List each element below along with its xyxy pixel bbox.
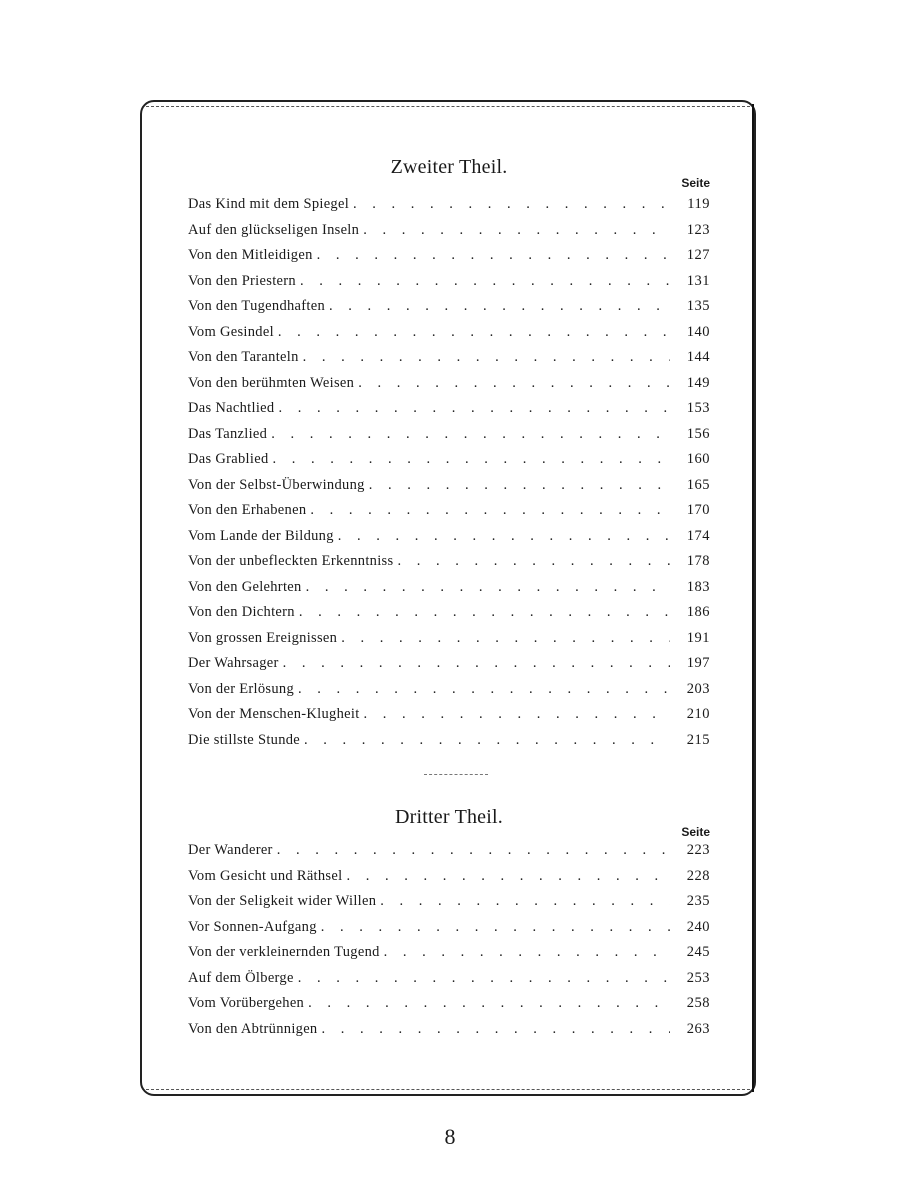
toc-entry-title: Das Nachtlied [188,400,275,416]
toc-entry-title: Vom Gesindel [188,323,274,340]
toc-entry[interactable] [188,600,710,626]
toc-entry-title: Von den Tugendhaften [188,298,326,314]
toc-entry-page: 240 [686,918,710,935]
toc-entry-page: 131 [686,272,710,289]
leader-dots [310,498,670,524]
toc-entry[interactable] [188,243,710,269]
leader-dots [298,677,670,703]
toc-entry[interactable] [188,966,710,992]
leader-dots [338,524,670,550]
toc-entry[interactable] [188,991,710,1017]
leader-dots [300,269,670,295]
toc-entry-title: Von der Menschen-Klugheit [188,706,360,722]
toc-entry[interactable] [188,1017,710,1043]
toc-entry-page: 203 [686,680,710,697]
toc-entry[interactable] [188,838,710,864]
section-separator [424,774,488,775]
leader-dots [304,728,670,754]
toc-entry-title: Von den Gelehrten [188,578,302,595]
toc-entry-page: 210 [686,706,710,722]
toc-entry-title: Vom Lande der Bildung [188,527,334,544]
page-frame-right-rule [752,104,754,1092]
toc-entry[interactable] [188,447,710,473]
section-title-dritter-theil: Dritter Theil. [395,806,503,828]
toc-entry[interactable] [188,371,710,397]
leader-dots [346,864,670,890]
toc-entry-page: 223 [686,842,710,858]
toc-entry[interactable] [188,524,710,550]
toc-entry-page: 127 [686,247,710,263]
toc-list-zweiter-theil [188,192,710,753]
toc-entry-page: 170 [686,502,710,518]
toc-entry[interactable] [188,889,710,915]
leader-dots [277,838,670,864]
toc-entry-page: 123 [686,221,710,238]
section-title-zweiter-theil: Zweiter Theil. [390,156,508,178]
toc-entry-page: 153 [686,400,710,416]
toc-entry-title: Von der unbefleckten Erkenntniss [188,553,394,569]
leader-dots [353,192,670,218]
leader-dots [306,575,670,601]
toc-entry[interactable] [188,320,710,346]
toc-entry[interactable] [188,940,710,966]
toc-entry-title: Vom Vorübergehen [188,995,305,1011]
toc-entry[interactable] [188,269,710,295]
toc-entry-title: Von den Erhabenen [188,502,307,518]
toc-entry-page: 149 [686,374,710,391]
toc-entry-title: Von den berühmten Weisen [188,374,355,391]
toc-entry-title: Der Wahrsager [188,655,279,671]
leader-dots [308,991,670,1017]
leader-dots [321,915,670,941]
toc-entry-page: 165 [686,476,710,493]
toc-entry-page: 119 [687,196,710,212]
leader-dots [321,1017,670,1043]
leader-dots [278,320,670,346]
leader-dots [278,396,670,422]
leader-dots [271,422,670,448]
toc-entry-title: Von der Seligkeit wider Willen [188,893,377,909]
toc-entry-page: 186 [686,604,710,620]
toc-entry-page: 215 [686,731,710,748]
toc-entry-page: 258 [686,995,710,1011]
toc-entry-page: 253 [686,969,710,986]
leader-dots [298,966,670,992]
toc-entry-page: 183 [686,578,710,595]
toc-entry[interactable] [188,702,710,728]
toc-entry-title: Auf dem Ölberge [188,969,294,986]
toc-entry-page: 156 [686,425,710,442]
toc-entry-title: Von den Priestern [188,272,296,289]
toc-entry-page: 160 [686,451,710,467]
toc-entry-title: Das Kind mit dem Spiegel [188,196,350,212]
toc-entry[interactable] [188,498,710,524]
leader-dots [273,447,670,473]
toc-entry[interactable] [188,345,710,371]
toc-entry-title: Die stillste Stunde [188,731,301,748]
toc-entry[interactable] [188,575,710,601]
toc-entry-page: 144 [686,349,710,365]
toc-entry-page: 178 [686,553,710,569]
leader-dots [363,218,670,244]
leader-dots [341,626,670,652]
toc-entry-page: 191 [686,629,710,646]
toc-entry[interactable] [188,549,710,575]
toc-entry-title: Vom Gesicht und Räthsel [188,867,343,884]
toc-entry[interactable] [188,192,710,218]
toc-entry[interactable] [188,677,710,703]
toc-entry[interactable] [188,473,710,499]
page-number: 8 [444,1124,456,1149]
toc-entry-title: Von der Selbst-Überwindung [188,476,365,493]
leader-dots [384,940,670,966]
leader-dots [317,243,670,269]
toc-entry-title: Der Wanderer [188,842,273,858]
toc-entry[interactable] [188,651,710,677]
toc-entry-page: 135 [686,298,710,314]
toc-list-dritter-theil [188,838,710,1042]
leader-dots [358,371,670,397]
toc-entry[interactable] [188,422,710,448]
toc-entry-title: Auf den glückseligen Inseln [188,221,360,238]
leader-dots [329,294,670,320]
toc-entry-title: Das Grablied [188,451,269,467]
toc-entry-page: 174 [686,527,710,544]
toc-entry-page: 140 [686,323,710,340]
toc-entry[interactable] [188,218,710,244]
toc-entry[interactable] [188,294,710,320]
toc-entry-title: Das Tanzlied [188,425,268,442]
toc-entry[interactable] [188,864,710,890]
toc-entry-page: 197 [686,655,710,671]
toc-entry-title: Von den Mitleidigen [188,247,313,263]
toc-entry-title: Von der verkleinernden Tugend [188,944,380,960]
toc-entry-title: Von den Taranteln [188,349,299,365]
leader-dots [283,651,670,677]
leader-dots [397,549,670,575]
toc-entry-title: Vor Sonnen-Aufgang [188,918,317,935]
toc-entry-title: Von grossen Ereignissen [188,629,338,646]
toc-entry[interactable] [188,915,710,941]
toc-entry[interactable] [188,396,710,422]
toc-entry-title: Von den Abtrünnigen [188,1020,318,1037]
leader-dots [380,889,670,915]
toc-entry-title: Von den Dichtern [188,604,295,620]
toc-entry-page: 263 [686,1020,710,1037]
seite-label: Seite [681,825,710,839]
leader-dots [369,473,670,499]
toc-entry-page: 235 [686,893,710,909]
seite-label: Seite [681,176,710,190]
toc-entry[interactable] [188,728,710,754]
toc-entry-page: 245 [686,944,710,960]
toc-entry-page: 228 [686,867,710,884]
toc-entry-title: Von der Erlösung [188,680,295,697]
leader-dots [303,345,670,371]
leader-dots [364,702,670,728]
leader-dots [299,600,670,626]
toc-entry[interactable] [188,626,710,652]
